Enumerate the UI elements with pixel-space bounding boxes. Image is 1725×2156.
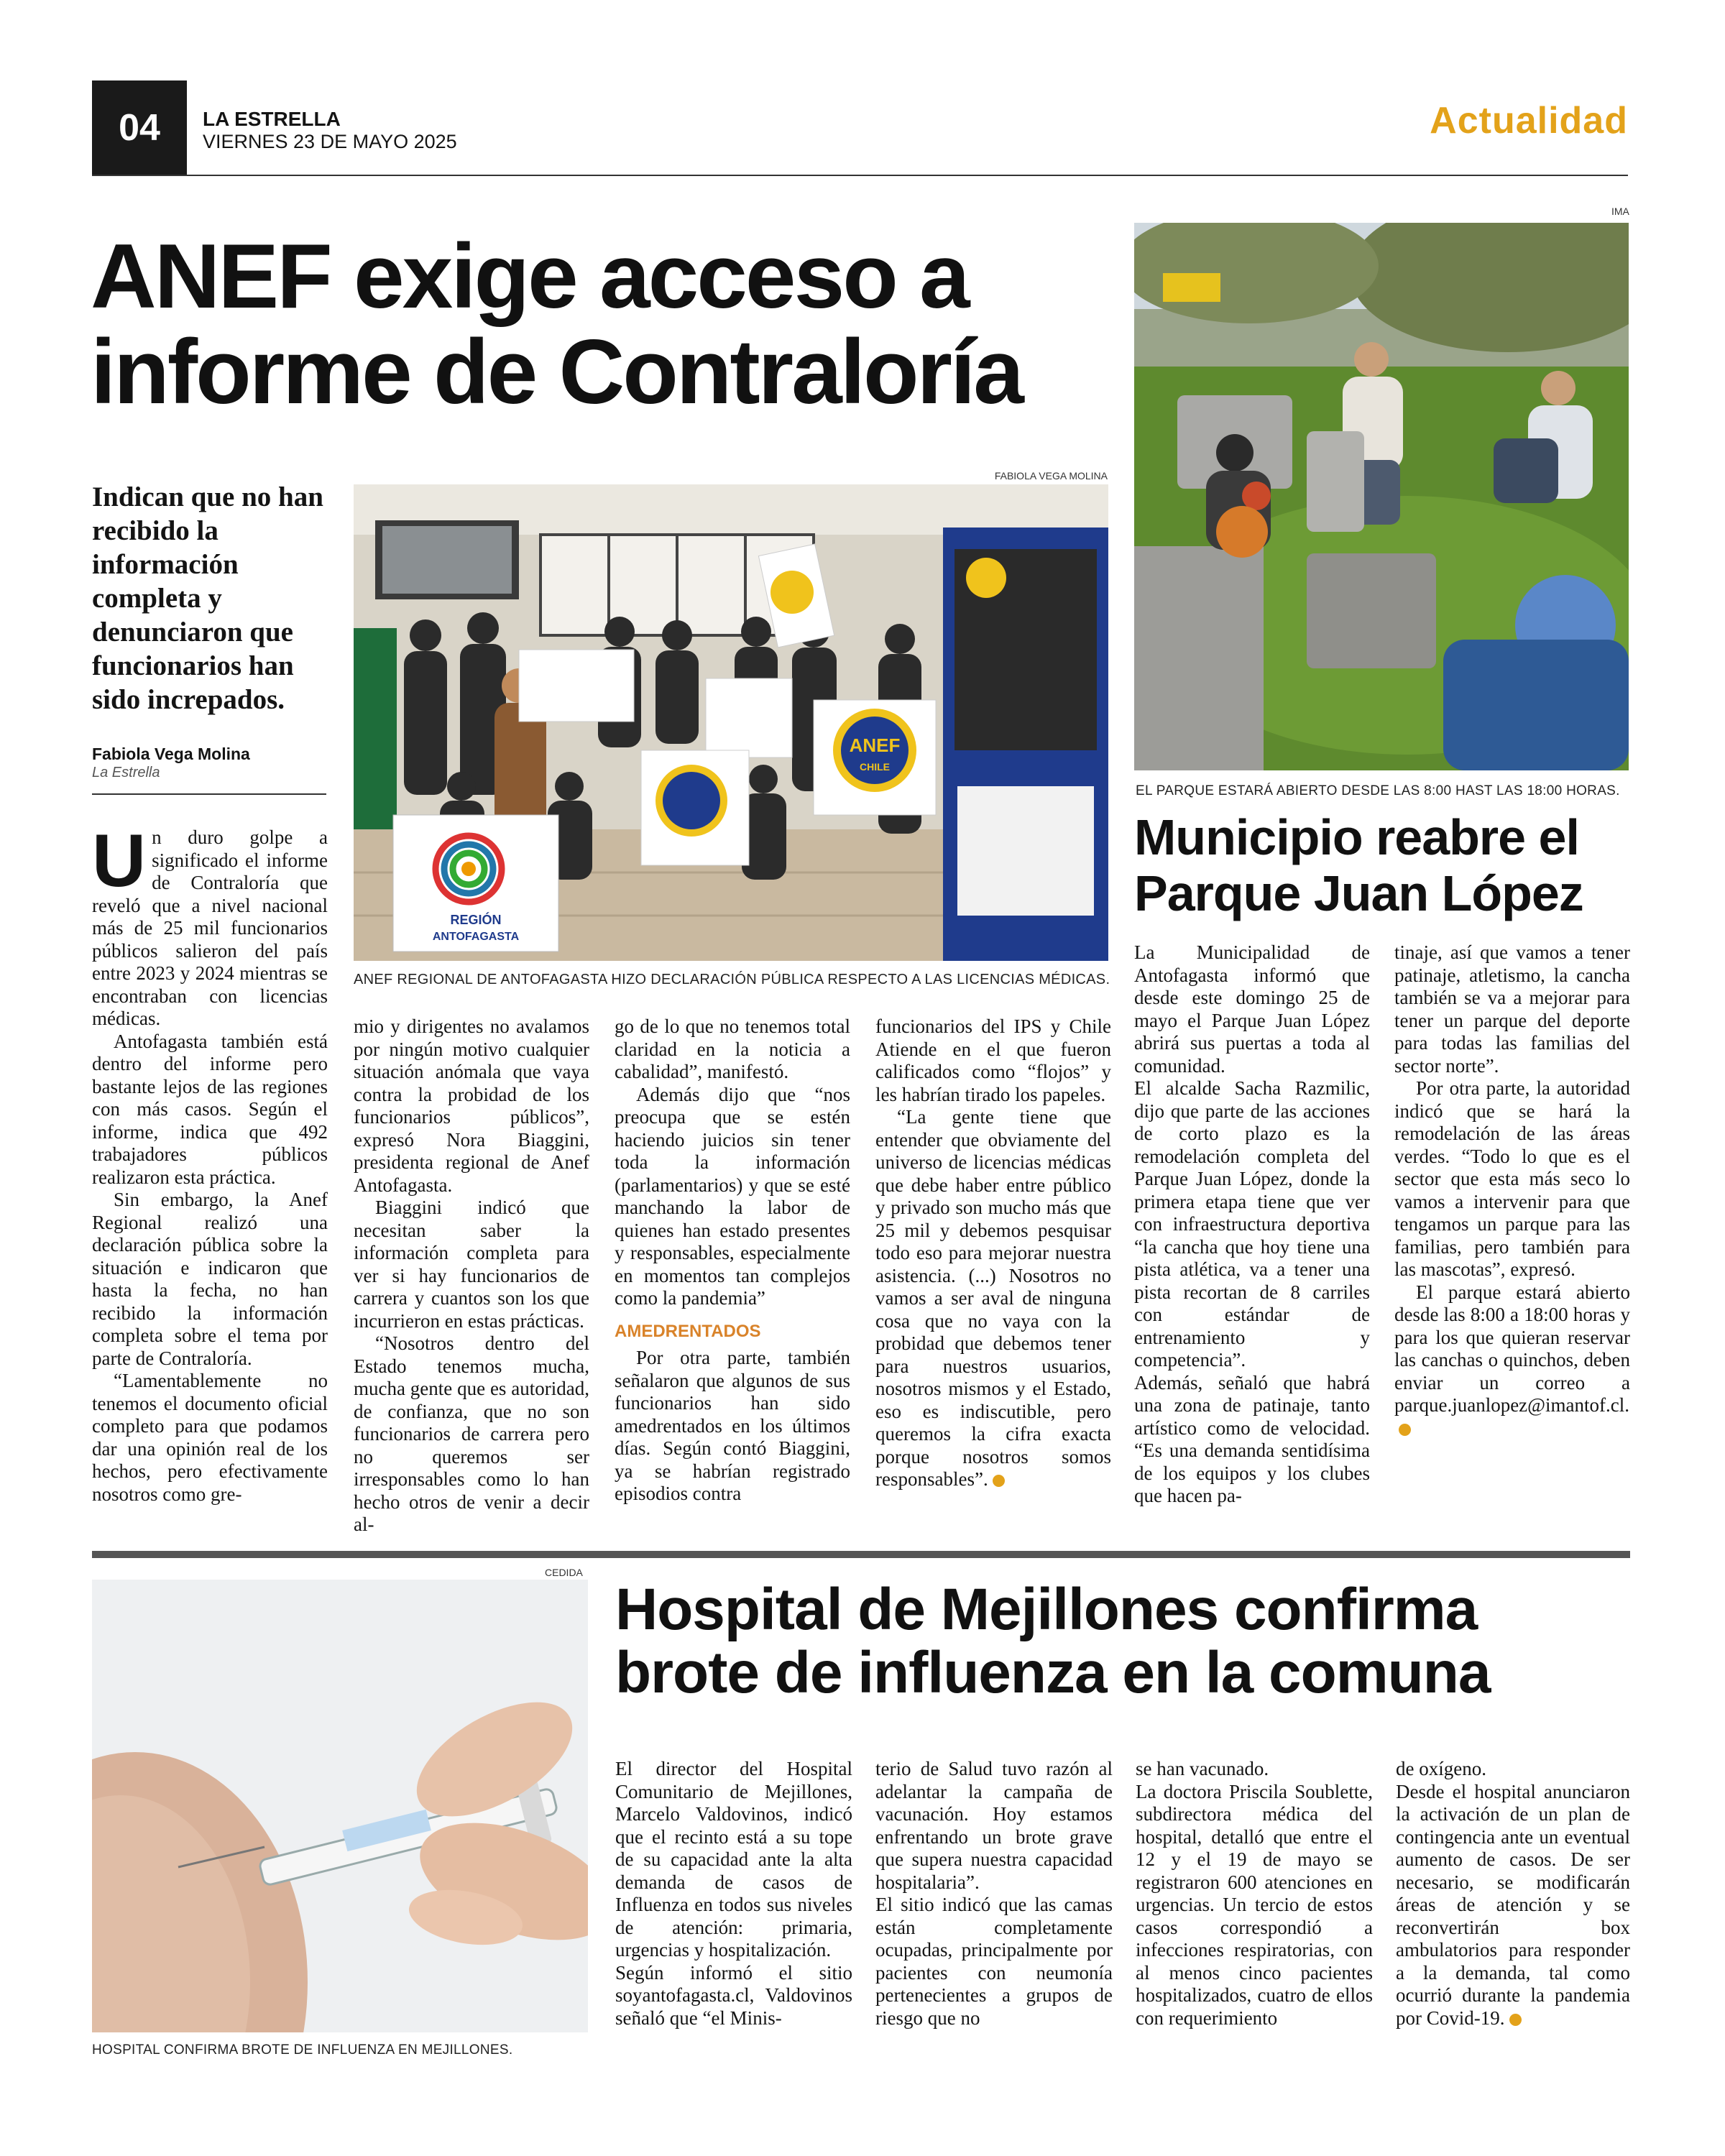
newspaper-name: LA ESTRELLA: [203, 108, 341, 130]
anef-headline-line1: ANEF exige acceso a: [91, 225, 968, 327]
parque-paragraph: [1394, 1281, 1630, 1440]
anef-author: Fabiola Vega Molina: [92, 745, 250, 763]
anef-headline: [91, 225, 1140, 423]
page-number: 04: [92, 80, 187, 175]
section-label: Actualidad: [1430, 100, 1628, 142]
anef-lead: Indican que no han recibido la información completa y denunciaron que funcionarios han sido increpados.: [92, 482, 323, 715]
anef-headline-line2: informe de Contraloría: [91, 321, 1022, 423]
hospital-paragraph: El sitio indicó que las camas están completamente ocupadas, principalmente por pacientes con neumonía pertenecientes a grupos de riesgo que no: [875, 1894, 1113, 2029]
parque-paragraph: La Municipalidad de Antofagasta informó que desde este domingo 25 de mayo el Parque Juan López abrirá sus puertas a toda al comunidad.: [1134, 941, 1370, 1077]
parque-photo: [1134, 223, 1629, 770]
hospital-column-3: [1136, 1758, 1373, 2030]
anef-paragraph: Biaggini indicó que necesitan saber la información completa para ver si hay funcionarios de carrera y cuantos son los que incurrieron en estas prácticas.: [354, 1197, 589, 1332]
anef-column-2: [354, 1015, 589, 1537]
anef-column-3: [615, 1015, 850, 1506]
hospital-paragraph: La doctora Priscila Soublette, subdirectora médica del hospital, detalló que entre el 12 y el 19 de mayo se registraron 600 atenciones en urgencias. Un tercio de estos casos correspondió a infecciones respiratorias, con al menos cinco pacientes hospitalizados, cuatro de ellos con requerimiento: [1136, 1780, 1373, 2029]
banner-text-antofagasta: ANTOFAGASTA: [432, 931, 520, 943]
anef-drop-cap: U: [92, 819, 147, 903]
parque-headline-line2: Parque Juan López: [1134, 865, 1583, 922]
anef-paragraph: funcionarios del IPS y Chile Atiende en el que fueron calificados como “flojos” y les habrían tirado los papeles.: [875, 1015, 1111, 1105]
parque-paragraph-text: El parque estará abierto desde las 8:00 a 18:00 horas y para los que quieran reservar las canchas o quinchos, deben enviar un correo a parque.juanlopez@imantof.cl.: [1394, 1281, 1630, 1416]
parque-column-2: [1394, 941, 1630, 1439]
issue-date: VIERNES 23 DE MAYO 2025: [203, 131, 457, 152]
hospital-vaccine-photo: [92, 1580, 588, 2032]
parque-paragraph: Por otra parte, la autoridad indicó que se hará la remodelación de las áreas verdes. “Todo lo que es el sector que esta más seco lo vamos a intervenir para que tengamos un parque para las familias, pero también para las mascotas”, expresó.: [1394, 1077, 1630, 1280]
hospital-paragraph: terio de Salud tuvo razón al adelantar la campaña de vacunación. Hoy estamos enfrentando un brote grave que supera nuestra capacidad hospitalaria”.: [875, 1758, 1113, 1893]
hospital-column-4: [1396, 1758, 1630, 2030]
parque-headline: [1134, 809, 1630, 922]
anef-divider: [92, 793, 326, 795]
hospital-paragraph-text: Desde el hospital anunciaron la activación de un plan de contingencia ante un eventual aumento de casos. De ser necesario, se modificarán áreas de atención y se reconvertirán box ambulatorios para responder a la demanda, tal como ocurrió durante la pandemia por Covid-19.: [1396, 1780, 1630, 2029]
end-of-article-icon: [1399, 1424, 1411, 1436]
end-of-article-icon: [1509, 2014, 1522, 2026]
anef-paragraph: [875, 1106, 1111, 1491]
parque-column-1: [1134, 941, 1370, 1508]
parque-headline-line1: Municipio reabre el: [1134, 809, 1579, 865]
parque-photo-caption: EL PARQUE ESTARÁ ABIERTO DESDE LAS 8:00 HAST LAS 18:00 HORAS.: [1136, 783, 1620, 798]
anef-photo-credit: FABIOLA VEGA MOLINA: [994, 470, 1108, 482]
section-divider: [92, 1551, 1630, 1558]
anef-paragraph: “Nosotros dentro del Estado tenemos mucha, mucha gente que es autoridad, de confianza, que no son funcionarios de carrera pero no queremos ser irresponsables como lo han hecho otros de venir a decir al-: [354, 1332, 589, 1535]
banner-text-region: REGIÓN: [450, 913, 502, 927]
hospital-photo-caption: HOSPITAL CONFIRMA BROTE DE INFLUENZA EN MEJILLONES.: [92, 2042, 513, 2058]
anef-paragraph: n duro golpe a significado el informe de Contraloría que reveló que a nivel nacional más de 25 mil funcionarios públicos salieron del país entre 2023 y 2024 mientras se encontraban con licencias médicas.: [92, 826, 328, 1029]
parque-paragraph: Además, señaló que habrá una zona de patinaje, tanto artístico como de velocidad. “Es una demanda sentidísima de los equipos y los clubes que hacen pa-: [1134, 1371, 1370, 1506]
anef-photo-caption: ANEF REGIONAL DE ANTOFAGASTA HIZO DECLARACIÓN PÚBLICA RESPECTO A LAS LICENCIAS MÉDICAS.: [354, 972, 1110, 987]
hospital-column-2: [875, 1758, 1113, 2030]
anef-paragraph: Por otra parte, también señalaron que algunos de sus funcionarios han sido amedrentados en los últimos días. Según contó Biaggini, ya se habrían registrado episodios contra: [615, 1347, 850, 1504]
hospital-photo-credit: CEDIDA: [545, 1567, 583, 1578]
anef-paragraph: “Lamentablemente no tenemos el documento oficial completo para que podamos dar una opinión real de los hechos, pero efectivamente nosotros como gre-: [92, 1370, 328, 1505]
anef-paragraph: Además dijo que “nos preocupa que se estén haciendo juicios sin tener toda la información (parlamentarios) y que se esté manchando la labor de quienes han estado presentes y responsables, especialmente en momentos tan complejos como la pandemia”: [615, 1083, 850, 1309]
anef-column-4: [875, 1015, 1111, 1491]
header-rule: [92, 175, 1628, 176]
anef-paragraph: Antofagasta también está dentro del informe pero bastante lejos de las regiones con más casos. Según el informe, indica que 492 trabajadores públicos realizaron esta práctica.: [92, 1030, 328, 1188]
flag-text-anef: ANEF: [849, 734, 901, 756]
anef-paragraph: mio y dirigentes no avalamos por ningún motivo cualquier situación anómala que vaya contra la probidad de los funcionarios públicos”, expresó Nora Biaggini, presidenta regional de Anef Antofagasta.: [354, 1015, 589, 1196]
parque-photo-credit: IMA: [1611, 206, 1629, 217]
anef-paragraph: go de lo que no tenemos total claridad en la noticia a cabalidad”, manifestó.: [615, 1015, 850, 1082]
hospital-column-1: [615, 1758, 852, 2030]
anef-subhead: AMEDRENTADOS: [615, 1321, 761, 1341]
hospital-paragraph: de oxígeno.: [1396, 1758, 1486, 1779]
hospital-headline-line2: brote de influenza en la comuna: [615, 1640, 1491, 1705]
end-of-article-icon: [993, 1475, 1005, 1487]
anef-author-outlet: La Estrella: [92, 765, 160, 780]
hospital-headline-line1: Hospital de Mejillones confirma: [615, 1577, 1478, 1642]
anef-column-1: [92, 819, 328, 1506]
hospital-paragraph: El director del Hospital Comunitario de Mejillones, Marcelo Valdovinos, indicó que el recinto está a su tope de su capacidad ante la alta demanda de casos de Influenza en todos sus niveles de atención: primaria, urgencias y hospitalización.: [615, 1758, 852, 1961]
flag-subtext-chile: CHILE: [860, 761, 890, 773]
hospital-paragraph: [1396, 1781, 1630, 2030]
anef-paragraph-text: “La gente tiene que entender que obviamente del universo de licencias médicas que debe haber entre público y privado son mucho más que 25 mil y debemos pesquisar todo eso para mejorar nuestra asistencia. (...) Nosotros no vamos a ser aval de ninguna cosa que no vaya con la probidad que debemos tener para nuestros usuarios, nosotros mismos y el Estado, eso es indiscutible, pero queremos la cifra exacta porque nosotros somos responsables”.: [875, 1106, 1111, 1490]
anef-group-photo: [354, 484, 1108, 961]
parque-paragraph: tinaje, así que vamos a tener patinaje, atletismo, la cancha también se va a mejorar para tener un parque del deporte para todas las familias del sector norte”.: [1394, 941, 1630, 1077]
hospital-paragraph: se han vacunado.: [1136, 1758, 1269, 1779]
anef-paragraph: Sin embargo, la Anef Regional realizó una declaración pública sobre la situación e indicaron que hasta la fecha, no han recibido la información completa sobre el tema por parte de Contraloría.: [92, 1189, 328, 1369]
parque-paragraph: El alcalde Sacha Razmilic, dijo que parte de las acciones de corto plazo es la remodelación completa del Parque Juan López, donde la primera etapa tiene que ver con infraestructura deportiva “la cancha que hoy tiene una pista atlética, va a tener una pista recortan de 8 carriles con estándar de entrenamiento y competencia”.: [1134, 1077, 1370, 1370]
hospital-paragraph: Según informó el sitio soyantofagasta.cl, Valdovinos señaló que “el Minis-: [615, 1961, 852, 2029]
hospital-headline: [615, 1578, 1629, 1705]
